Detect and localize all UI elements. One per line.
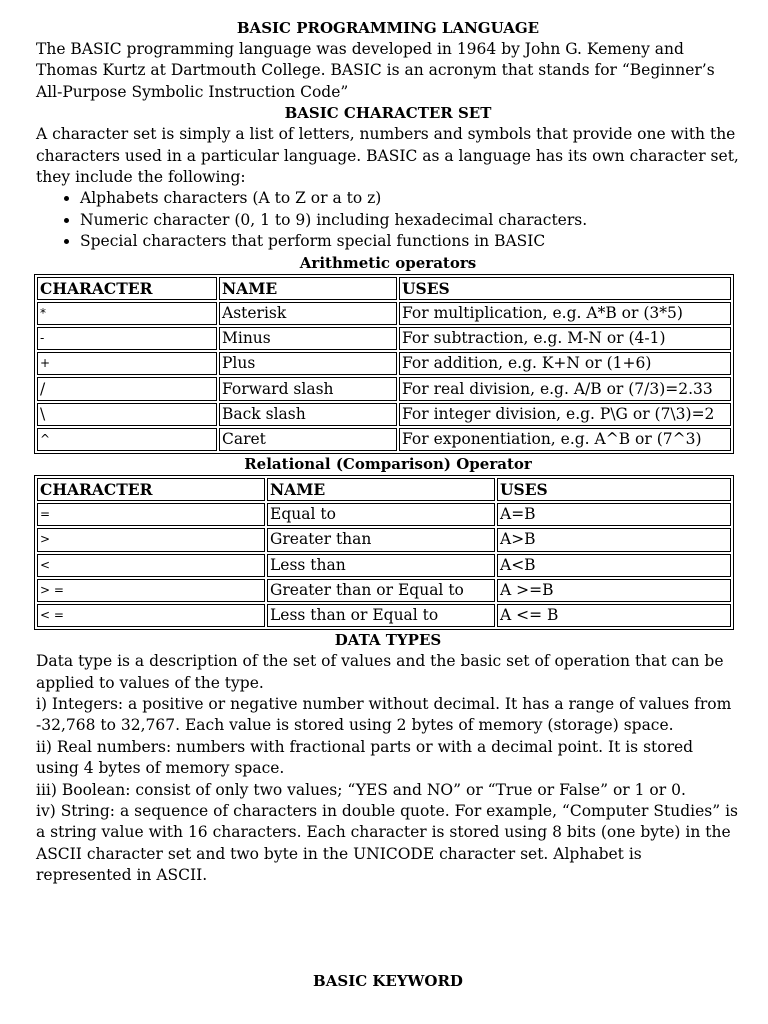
table-cell: \ [37,403,217,426]
datatypes-paragraph: iii) Boolean: consist of only two values; “YES and NO” or “True or False” or 1 or 0. [36,780,686,799]
table-cell: For multiplication, e.g. A*B or (3*5) [399,302,731,325]
datatypes-paragraph: Data type is a description of the set of values and the basic set of operation that can be applied to values of the type. [36,652,724,692]
table-cell: Back slash [219,403,397,426]
table-cell: A>B [497,528,731,551]
table-cell: + [37,352,217,375]
table-header-row [37,277,731,300]
table-cell: A<B [497,554,731,577]
table-row [37,352,731,375]
column-header: NAME [219,277,397,300]
column-header: USES [399,277,731,300]
table-cell: Greater than [267,528,495,551]
table-row [37,327,731,350]
table-cell: Minus [219,327,397,350]
arithmetic-heading: Arithmetic operators [299,253,477,272]
charset-paragraph: A character set is simply a list of letters, numbers and symbols that provide one with the characters used in a particular language. BASIC as a language has its own character set, they include the following: [36,125,739,187]
list-item: • Special characters that perform special functions in BASIC [80,231,740,252]
datatypes-heading: DATA TYPES [334,631,442,650]
table-cell: > = [37,579,265,602]
table-row [37,604,731,627]
list-item: • Alphabets characters (A to Z or a to z) [80,188,740,209]
table-cell: > [37,528,265,551]
column-header: NAME [267,478,495,501]
table-cell: = [37,503,265,526]
column-header: CHARACTER [37,277,217,300]
table-header-row [37,478,731,501]
table-cell: / [37,377,217,400]
table-cell: Less than [267,554,495,577]
table-cell: < = [37,604,265,627]
table-cell: Caret [219,428,397,451]
arithmetic-table [34,274,734,454]
relational-table [34,475,734,630]
datatypes-paragraph: iv) String: a sequence of characters in double quote. For example, “Computer Studies” is a string value with 16 characters. Each character is stored using 8 bits (one byte) in the ASCII character set and two byte in the UNICODE character set. Alphabet is represented in ASCII. [36,801,738,885]
table-cell: A >=B [497,579,731,602]
blank-space [36,887,740,971]
table-cell: A <= B [497,604,731,627]
table-row [37,554,731,577]
table-cell: * [37,302,217,325]
table-row [37,302,731,325]
table-cell: For integer division, e.g. P\G or (7\3)=2 [399,403,731,426]
table-cell: Equal to [267,503,495,526]
table-row [37,428,731,451]
table-cell: ^ [37,428,217,451]
table-cell: Plus [219,352,397,375]
table-cell: Forward slash [219,377,397,400]
table-row [37,377,731,400]
keyword-heading: BASIC KEYWORD [313,971,463,990]
charset-list [36,188,740,252]
relational-heading: Relational (Comparison) Operator [244,454,532,473]
table-cell: < [37,554,265,577]
list-item: • Numeric character (0, 1 to 9) including hexadecimal characters. [80,210,740,231]
table-cell: - [37,327,217,350]
datatypes-paragraph: ii) Real numbers: numbers with fractional parts or with a decimal point. It is stored using 4 bytes of memory space. [36,737,694,778]
intro-paragraph: The BASIC programming language was developed in 1964 by John G. Kemeny and Thomas Kurtz at Dartmouth College. BASIC is an acronym that stands for “Beginner’s All-Purpose Symbolic Instruction Code” [36,40,715,101]
table-cell: Greater than or Equal to [267,579,495,602]
table-cell: Less than or Equal to [267,604,495,627]
table-cell: For addition, e.g. K+N or (1+6) [399,352,731,375]
column-header: CHARACTER [37,478,265,501]
table-row [37,528,731,551]
charset-heading: BASIC CHARACTER SET [284,104,492,123]
table-cell: A=B [497,503,731,526]
table-cell: For exponentiation, e.g. A^B or (7^3) [399,428,731,451]
table-row [37,579,731,602]
datatypes-paragraph: i) Integers: a positive or negative number without decimal. It has a range of values from -32,768 to 32,767. Each value is stored using 2 bytes of memory (storage) space. [36,694,732,735]
table-cell: For real division, e.g. A/B or (7/3)=2.33 [399,377,731,400]
table-row [37,403,731,426]
table-cell: Asterisk [219,302,397,325]
page-title: BASIC PROGRAMMING LANGUAGE [236,19,540,37]
table-cell: For subtraction, e.g. M-N or (4-1) [399,327,731,350]
table-row [37,503,731,526]
column-header: USES [497,478,731,501]
